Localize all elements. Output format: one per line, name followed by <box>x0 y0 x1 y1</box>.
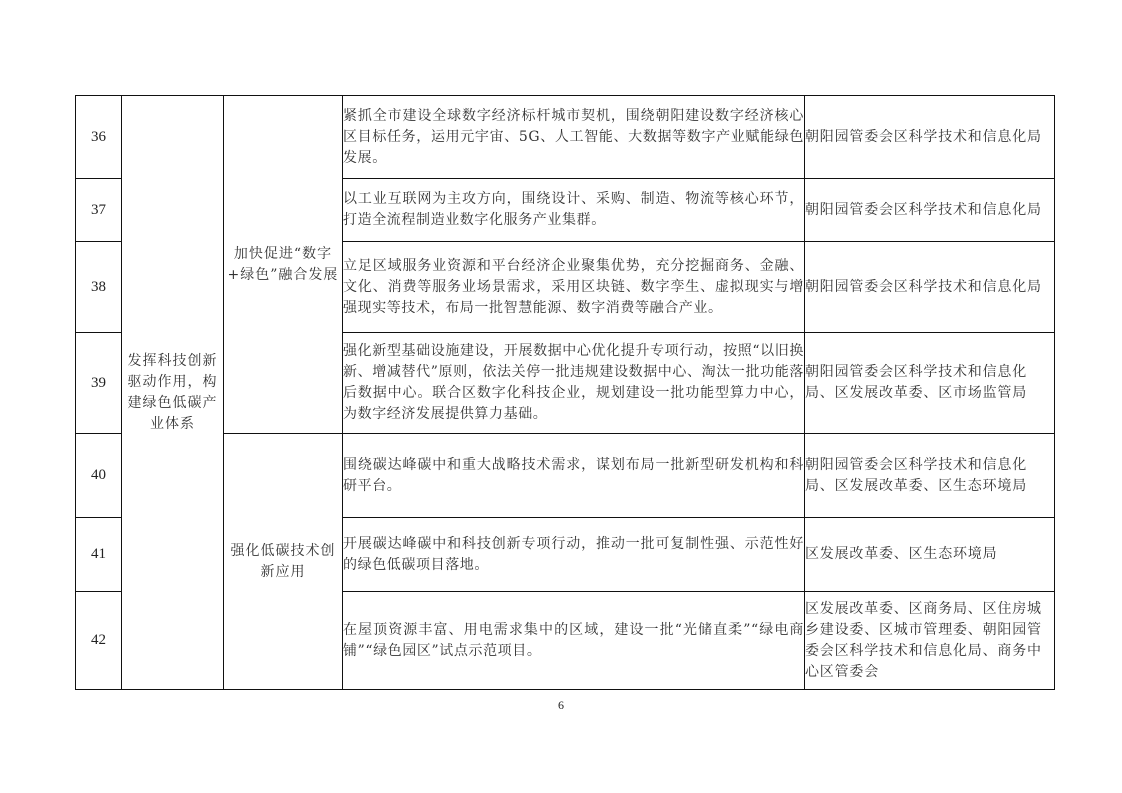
task-description: 紧抓全市建设全球数字经济标杆城市契机，围绕朝阳建设数字经济核心区目标任务，运用元宇宙、5G、人工智能、大数据等数字产业赋能绿色发展。 <box>343 96 805 179</box>
row-number: 40 <box>76 434 122 518</box>
responsible-department: 朝阳园管委会区科学技术和信息化局 <box>805 242 1055 333</box>
task-description: 开展碳达峰碳中和科技创新专项行动，推动一批可复制性强、示范性好的绿色低碳项目落地。 <box>343 518 805 592</box>
secondary-category: 强化低碳技术创新应用 <box>224 434 343 690</box>
row-number: 38 <box>76 242 122 333</box>
responsible-department: 朝阳园管委会区科学技术和信息化局、区发展改革委、区生态环境局 <box>805 434 1055 518</box>
task-description: 强化新型基础设施建设，开展数据中心优化提升专项行动，按照“以旧换新、增减替代”原则，依法关停一批违规建设数据中心、淘汰一批功能落后数据中心。联合区数字化科技企业，规划建设一批功能型算力中心，为数字经济发展提供算力基础。 <box>343 333 805 434</box>
task-description: 围绕碳达峰碳中和重大战略技术需求，谋划布局一批新型研发机构和科研平台。 <box>343 434 805 518</box>
task-description: 在屋顶资源丰富、用电需求集中的区域，建设一批“光储直柔”“绿电商铺”“绿色园区”试点示范项目。 <box>343 592 805 690</box>
task-description: 立足区域服务业资源和平台经济企业聚集优势，充分挖掘商务、金融、文化、消费等服务业场景需求，采用区块链、数字孪生、虚拟现实与增强现实等技术，布局一批智慧能源、数字消费等融合产业。 <box>343 242 805 333</box>
responsible-department: 区发展改革委、区商务局、区住房城乡建设委、区城市管理委、朝阳园管委会区科学技术和信息化局、商务中心区管委会 <box>805 592 1055 690</box>
row-number: 37 <box>76 179 122 242</box>
responsible-department: 区发展改革委、区生态环境局 <box>805 518 1055 592</box>
responsible-department: 朝阳园管委会区科学技术和信息化局、区发展改革委、区市场监管局 <box>805 333 1055 434</box>
task-description: 以工业互联网为主攻方向，围绕设计、采购、制造、物流等核心环节，打造全流程制造业数字化服务产业集群。 <box>343 179 805 242</box>
row-number: 41 <box>76 518 122 592</box>
page-number: 6 <box>558 698 564 712</box>
action-plan-table <box>75 95 1055 690</box>
table-row <box>76 96 1055 179</box>
row-number: 42 <box>76 592 122 690</box>
responsible-department: 朝阳园管委会区科学技术和信息化局 <box>805 96 1055 179</box>
secondary-category: 加快促进“数字+绿色”融合发展 <box>224 96 343 434</box>
primary-category: 发挥科技创新驱动作用，构建绿色低碳产业体系 <box>122 96 224 690</box>
responsible-department: 朝阳园管委会区科学技术和信息化局 <box>805 179 1055 242</box>
row-number: 36 <box>76 96 122 179</box>
row-number: 39 <box>76 333 122 434</box>
